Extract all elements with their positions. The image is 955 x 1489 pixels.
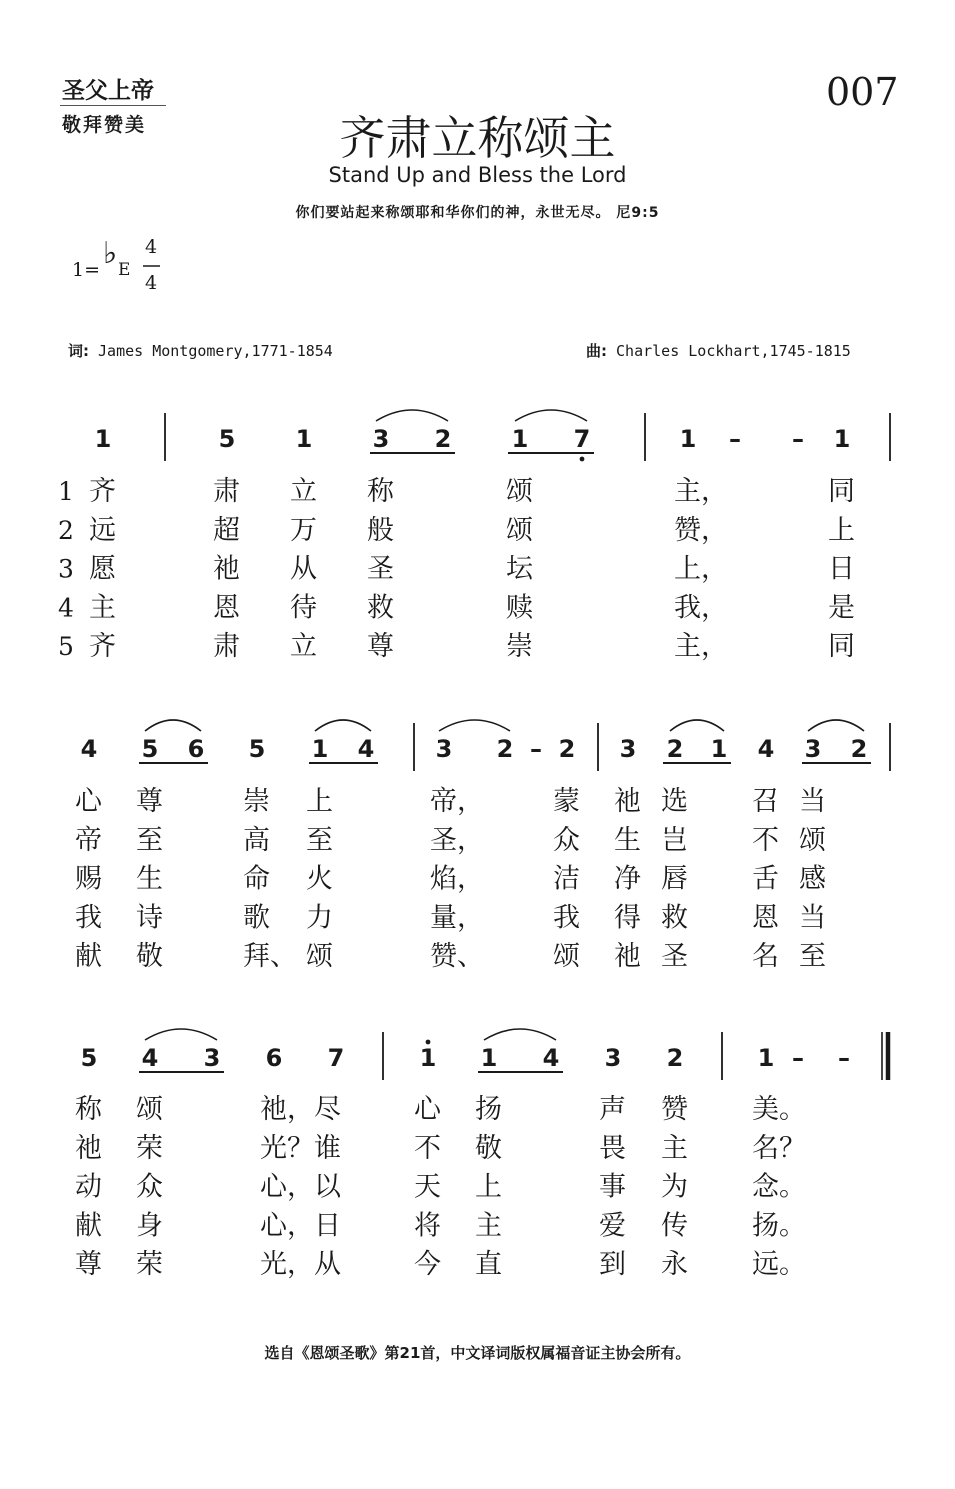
lyric-syllable: 敬 — [136, 941, 163, 973]
lyric-syllable: 力 — [306, 902, 333, 934]
lyric-syllable: 立 — [290, 476, 317, 507]
note: 2 — [666, 735, 684, 763]
note: 3 — [604, 1044, 622, 1072]
lyric-syllable: 命 — [243, 863, 270, 895]
note: 2 — [496, 735, 514, 763]
lyric-syllable: 感 — [799, 863, 826, 895]
lyric-syllable: 颂 — [553, 941, 580, 973]
note: – — [792, 425, 804, 453]
lyric-syllable: 祂 — [614, 786, 641, 817]
verse-number: 3 — [58, 554, 74, 584]
lyric-syllable: 祂，尽 — [260, 1094, 341, 1125]
lyric-syllable: 尊 — [75, 1249, 102, 1281]
lyric-syllable: 将 — [414, 1210, 441, 1242]
lyric-syllable: 当 — [799, 902, 826, 934]
note: – — [729, 425, 741, 453]
hymn-number: 007 — [826, 70, 899, 114]
note: 1 — [94, 425, 112, 453]
hymn-title: 齐肃立称颂主 — [339, 111, 616, 165]
lyric-syllable: 献 — [75, 941, 102, 973]
lyric-syllable: 祂 — [614, 941, 641, 973]
lyric-syllable: 立 — [290, 631, 317, 663]
lyric-syllable: 心 — [414, 1094, 441, 1125]
lyric-syllable: 蒙 — [553, 786, 580, 817]
lyric-syllable: 齐 — [89, 631, 116, 663]
lyric-syllable: 心，以 — [260, 1171, 341, 1203]
slur — [145, 720, 201, 731]
slur — [145, 1029, 217, 1040]
lyric-syllable: 颂 — [799, 824, 826, 856]
note: 2 — [434, 425, 452, 453]
lyric-syllable: 尊 — [367, 631, 394, 663]
lyric-syllable: 我 — [75, 902, 102, 934]
lyric-syllable: 圣 — [661, 941, 688, 973]
lyric-syllable: 我 — [553, 902, 580, 934]
lyric-syllable: 直 — [475, 1249, 502, 1281]
lyric-syllable: 祂 — [75, 1132, 102, 1164]
lyric-syllable: 赞、 — [430, 941, 484, 973]
note: 1 — [511, 425, 529, 453]
lyric-syllable: 岂 — [661, 824, 688, 856]
lyric-syllable: 身 — [136, 1210, 163, 1242]
note: 7 — [573, 425, 591, 453]
lyric-syllable: 圣， — [430, 824, 484, 856]
note: 1 — [480, 1044, 498, 1072]
slur — [315, 720, 371, 731]
note: 2 — [850, 735, 868, 763]
lyric-syllable: 天 — [414, 1171, 441, 1203]
lyric-syllable: 主， — [674, 631, 728, 663]
slur — [515, 410, 587, 421]
lyric-syllable: 舌 — [752, 863, 779, 895]
note: 4 — [757, 735, 775, 763]
slur — [670, 720, 724, 731]
lyric-syllable: 上 — [306, 786, 333, 817]
note: 5 — [80, 1044, 98, 1072]
lyric-syllable: 同 — [828, 476, 855, 507]
time-signature-top: 4 — [145, 236, 158, 258]
lyric-syllable: 心，日 — [260, 1210, 341, 1242]
lyric-syllable: 主 — [89, 592, 116, 624]
lyric-syllable: 赞 — [661, 1094, 688, 1125]
lyricist-name: James Montgomery,1771-1854 — [98, 342, 333, 360]
lyric-syllable: 帝， — [430, 786, 484, 817]
lyric-syllable: 上 — [475, 1171, 502, 1203]
lyric-syllable: 献 — [75, 1210, 102, 1242]
lyric-syllable: 圣 — [367, 553, 394, 585]
lyric-syllable: 众 — [553, 824, 580, 856]
lyric-syllable: 到 — [599, 1249, 626, 1281]
lyric-syllable: 名 — [752, 941, 779, 973]
flat-accidental: ♭ — [103, 236, 118, 271]
note: 4 — [80, 735, 98, 763]
note: 1 — [311, 735, 329, 763]
lyric-syllable: 主 — [661, 1132, 688, 1164]
lyric-syllable: 光，从 — [260, 1249, 341, 1281]
lyric-syllable: 颂 — [306, 941, 333, 973]
note: 2 — [666, 1044, 684, 1072]
lyric-syllable: 心 — [75, 786, 102, 817]
lyric-syllable: 赐 — [75, 863, 102, 895]
lyric-syllable: 荣 — [136, 1249, 163, 1281]
lyric-syllable: 颂 — [136, 1094, 163, 1125]
lyric-syllable: 唇 — [661, 863, 688, 895]
time-signature-bottom: 4 — [145, 272, 158, 294]
note: 5 — [141, 735, 159, 763]
note: 3 — [804, 735, 822, 763]
lyricist-label: 词: — [68, 342, 89, 360]
copyright-footer: 选自《恩颂圣歌》第21首，中文译词版权属福音证主协会所有。 — [264, 1344, 691, 1362]
lyric-syllable: 召 — [752, 786, 779, 817]
note: 6 — [187, 735, 205, 763]
lyric-syllable: 至 — [136, 824, 163, 856]
lyric-syllable: 颂 — [506, 514, 533, 546]
note: – — [792, 1044, 804, 1072]
verse-number: 4 — [58, 593, 74, 623]
note: 3 — [435, 735, 453, 763]
lyric-syllable: 主 — [475, 1210, 502, 1242]
lyric-syllable: 不 — [414, 1132, 441, 1164]
lyric-syllable: 选 — [661, 786, 688, 817]
note: 3 — [203, 1044, 221, 1072]
lyric-syllable: 扬。 — [752, 1210, 806, 1242]
verse-number: 5 — [58, 632, 74, 662]
subcategory-label: 敬拜赞美 — [62, 114, 147, 136]
note: 4 — [357, 735, 375, 763]
note: 3 — [619, 735, 637, 763]
lyric-syllable: 远。 — [752, 1249, 806, 1281]
lyric-syllable: 洁 — [553, 863, 580, 895]
lyric-syllable: 火 — [306, 863, 333, 895]
lyric-syllable: 救 — [367, 592, 394, 624]
lyric-syllable: 崇 — [243, 786, 270, 817]
verse-number: 1 — [58, 477, 74, 506]
note: 2 — [558, 735, 576, 763]
note: 1 — [710, 735, 728, 763]
note: 1 — [295, 425, 313, 453]
lyric-syllable: 从 — [290, 553, 317, 585]
composer-name: Charles Lockhart,1745-1815 — [616, 342, 851, 360]
key-note: E — [118, 260, 131, 280]
lyric-syllable: 万 — [290, 514, 317, 546]
lyric-syllable: 今 — [414, 1249, 441, 1281]
lyric-syllable: 上 — [828, 514, 855, 546]
lyric-syllable: 生 — [614, 824, 641, 856]
note: 5 — [218, 425, 236, 453]
lyric-syllable: 不 — [752, 824, 779, 856]
lyric-syllable: 超 — [213, 514, 240, 546]
slur — [439, 720, 510, 731]
slur — [484, 1029, 556, 1040]
lyric-syllable: 日 — [828, 553, 855, 585]
composer-label: 曲: — [586, 342, 607, 360]
lyric-syllable: 光？谁 — [260, 1132, 341, 1164]
lyric-syllable: 焰， — [430, 863, 484, 895]
note: 7 — [327, 1044, 345, 1072]
lyric-syllable: 永 — [661, 1249, 688, 1281]
lyric-syllable: 待 — [290, 592, 317, 624]
lyric-syllable: 敬 — [475, 1132, 502, 1164]
lyric-syllable: 为 — [661, 1171, 688, 1203]
lyric-syllable: 扬 — [475, 1094, 502, 1125]
lyric-syllable: 般 — [367, 514, 394, 546]
lyric-syllable: 名？ — [752, 1132, 806, 1164]
lyric-syllable: 当 — [799, 786, 826, 817]
note: 4 — [542, 1044, 560, 1072]
lyric-syllable: 远 — [89, 514, 116, 546]
note: 5 — [248, 735, 266, 763]
lyric-syllable: 颂 — [506, 476, 533, 507]
note: 6 — [265, 1044, 283, 1072]
lyric-syllable: 动 — [75, 1171, 102, 1203]
lyric-syllable: 净 — [614, 863, 641, 895]
lyric-syllable: 念。 — [752, 1171, 806, 1203]
lyric-syllable: 畏 — [599, 1132, 626, 1164]
low-octave-dot — [580, 457, 585, 462]
lyric-syllable: 声 — [599, 1094, 626, 1125]
lyric-syllable: 恩 — [752, 902, 779, 934]
note: 1 — [757, 1044, 775, 1072]
verse-number: 2 — [58, 515, 74, 545]
lyric-syllable: 诗 — [136, 902, 163, 934]
lyric-syllable: 尊 — [136, 786, 163, 817]
note: 3 — [372, 425, 390, 453]
lyric-syllable: 同 — [828, 631, 855, 663]
note: 1 — [419, 1044, 437, 1072]
lyric-syllable: 愿 — [89, 553, 116, 585]
lyric-syllable: 至 — [306, 824, 333, 856]
lyric-syllable: 美。 — [752, 1094, 806, 1125]
lyric-syllable: 荣 — [136, 1132, 163, 1164]
lyric-syllable: 上， — [674, 553, 728, 585]
lyric-syllable: 高 — [243, 824, 270, 856]
key-label: 1= — [72, 259, 101, 281]
lyric-syllable: 肃 — [213, 476, 240, 507]
lyric-syllable: 是 — [828, 592, 855, 624]
note: 4 — [141, 1044, 159, 1072]
slur — [808, 720, 864, 731]
lyric-syllable: 歌 — [243, 902, 270, 934]
lyric-syllable: 崇 — [506, 631, 533, 663]
lyric-syllable: 赞， — [674, 514, 728, 546]
lyric-syllable: 齐 — [89, 476, 116, 507]
lyric-syllable: 爱 — [599, 1210, 626, 1242]
category-label: 圣父上帝 — [62, 77, 154, 104]
note: – — [530, 735, 542, 763]
lyric-syllable: 肃 — [213, 631, 240, 663]
lyric-syllable: 赎 — [506, 592, 533, 624]
lyric-syllable: 称 — [367, 476, 394, 507]
lyric-syllable: 帝 — [75, 824, 102, 856]
lyric-syllable: 量， — [430, 902, 484, 934]
lyric-syllable: 称 — [75, 1094, 102, 1125]
lyric-syllable: 众 — [136, 1171, 163, 1203]
lyric-syllable: 我， — [674, 592, 728, 624]
high-octave-dot — [426, 1040, 431, 1045]
lyric-syllable: 恩 — [213, 592, 240, 624]
scripture-verse: 你们要站起来称颂耶和华你们的神，永世无尽。 尼9:5 — [295, 205, 660, 221]
note: 1 — [679, 425, 697, 453]
note: – — [838, 1044, 850, 1072]
lyric-syllable: 生 — [136, 863, 163, 895]
lyric-syllable: 拜、 — [243, 941, 297, 973]
lyric-syllable: 主， — [674, 476, 728, 507]
lyric-syllable: 救 — [661, 902, 688, 934]
hymn-subtitle: Stand Up and Bless the Lord — [328, 163, 627, 187]
lyric-syllable: 至 — [799, 941, 826, 973]
lyric-syllable: 事 — [599, 1171, 626, 1203]
slur — [376, 410, 448, 421]
lyric-syllable: 传 — [661, 1210, 688, 1242]
note: 1 — [833, 425, 851, 453]
lyric-syllable: 得 — [614, 902, 641, 934]
lyric-syllable: 坛 — [506, 553, 533, 585]
lyric-syllable: 祂 — [213, 553, 240, 585]
